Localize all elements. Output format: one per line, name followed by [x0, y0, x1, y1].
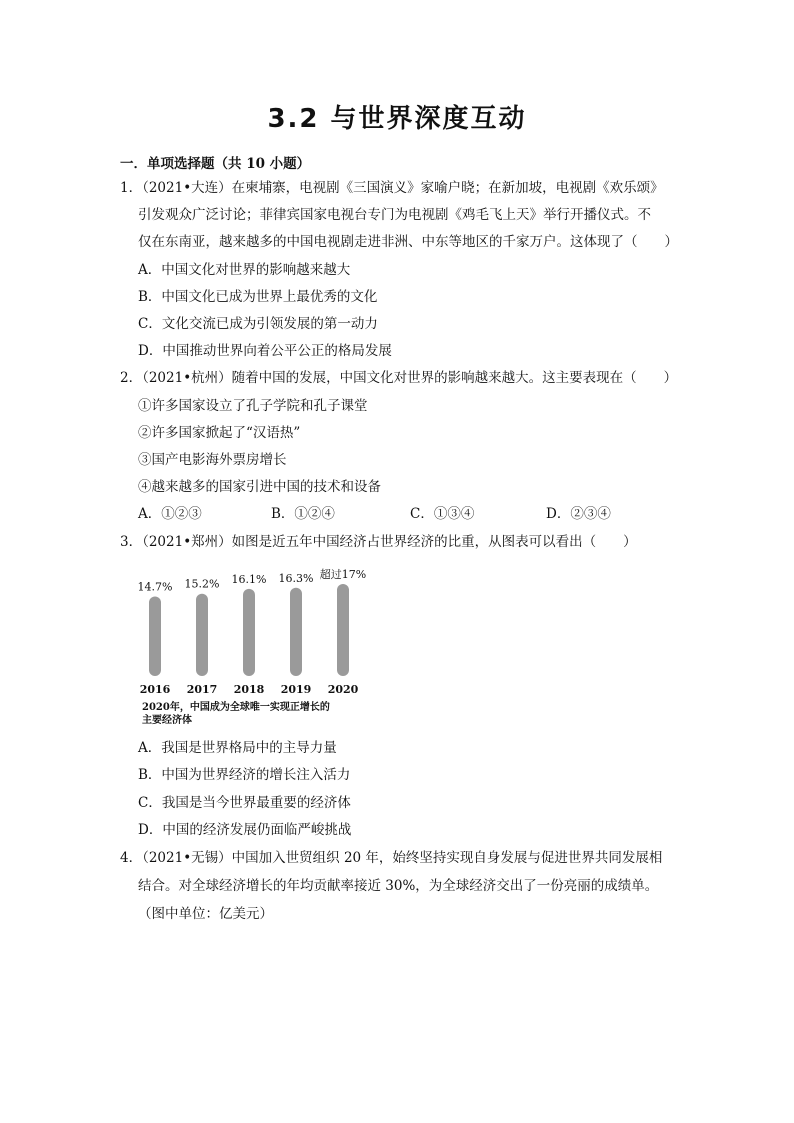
category-label-2020: 2020 — [327, 683, 359, 696]
question-text-line: 3．（2021•郑州）如图是近五年中国经济占世界经济的比重，从图表可以看出（ ） — [120, 534, 637, 550]
question-text-line: 2．（2021•杭州）随着中国的发展，中国文化对世界的影响越来越大。这主要表现在（ ） — [120, 370, 678, 386]
bar-2020 — [337, 584, 349, 676]
statement-2: ②许多国家掀起了“汉语热” — [138, 425, 301, 441]
value-label-2019: 16.3% — [278, 571, 314, 585]
option-a: A．①②③ — [138, 506, 202, 522]
value-label-2020: 超过17% — [319, 568, 367, 581]
statement-1: ①许多国家设立了孔子学院和孔子课堂 — [138, 398, 368, 414]
category-label-2019: 2019 — [280, 683, 312, 696]
chart-caption-line: 2020年，中国成为全球唯一实现正增长的 — [142, 702, 330, 713]
category-label-2018: 2018 — [233, 683, 265, 696]
question-text-line: （图中单位：亿美元） — [138, 906, 273, 922]
value-label-2018: 16.1% — [231, 572, 267, 586]
question-text-line: 1．（2021•大连）在柬埔寨，电视剧《三国演义》家喻户晓；在新加坡，电视剧《欢乐颂》 — [120, 180, 664, 196]
category-label-2016: 2016 — [139, 683, 171, 696]
question-text-line: 结合。对全球经济增长的年均贡献率接近 30%，为全球经济交出了一份亮丽的成绩单。 — [138, 878, 659, 894]
option-a: A．中国文化对世界的影响越来越大 — [138, 262, 351, 278]
bar-2017 — [196, 594, 208, 676]
value-label-2017: 15.2% — [184, 577, 220, 591]
option-d: D．中国推动世界向着公平公正的格局发展 — [138, 343, 392, 359]
bar-2019 — [290, 588, 302, 676]
option-b: B．①②④ — [271, 506, 335, 522]
option-b: B．中国文化已成为世界上最优秀的文化 — [138, 289, 378, 305]
share-bar-chart — [138, 560, 378, 700]
question-text-line: 引发观众广泛讨论；菲律宾国家电视台专门为电视剧《鸡毛飞上天》举行开播仪式。不 — [138, 207, 651, 223]
category-label-2017: 2017 — [186, 683, 218, 696]
option-c: C．文化交流已成为引领发展的第一动力 — [138, 316, 378, 332]
option-c: C．我国是当今世界最重要的经济体 — [138, 795, 351, 811]
bar-2016 — [149, 596, 161, 676]
question-text-line: 仅在东南亚，越来越多的中国电视剧走进非洲、中东等地区的千家万户。这体现了（ ） — [138, 234, 678, 250]
option-a: A．我国是世界格局中的主导力量 — [138, 740, 337, 756]
section-heading: 一．单项选择题（共 10 小题） — [120, 156, 311, 172]
chart-caption-line: 主要经济体 — [142, 715, 192, 726]
option-c: C．①③④ — [410, 506, 475, 522]
option-d: D．中国的经济发展仍面临严峻挑战 — [138, 822, 352, 838]
question-text-line: 4．（2021•无锡）中国加入世贸组织 20 年，始终坚持实现自身发展与促进世界共同发展相 — [120, 850, 663, 866]
bar-2018 — [243, 589, 255, 676]
statement-3: ③国产电影海外票房增长 — [138, 452, 287, 468]
page-title: 3.2 与世界深度互动 — [267, 104, 527, 134]
option-d: D．②③④ — [546, 506, 611, 522]
statement-4: ④越来越多的国家引进中国的技术和设备 — [138, 479, 381, 495]
value-label-2016: 14.7% — [138, 580, 173, 594]
option-b: B．中国为世界经济的增长注入活力 — [138, 767, 351, 783]
